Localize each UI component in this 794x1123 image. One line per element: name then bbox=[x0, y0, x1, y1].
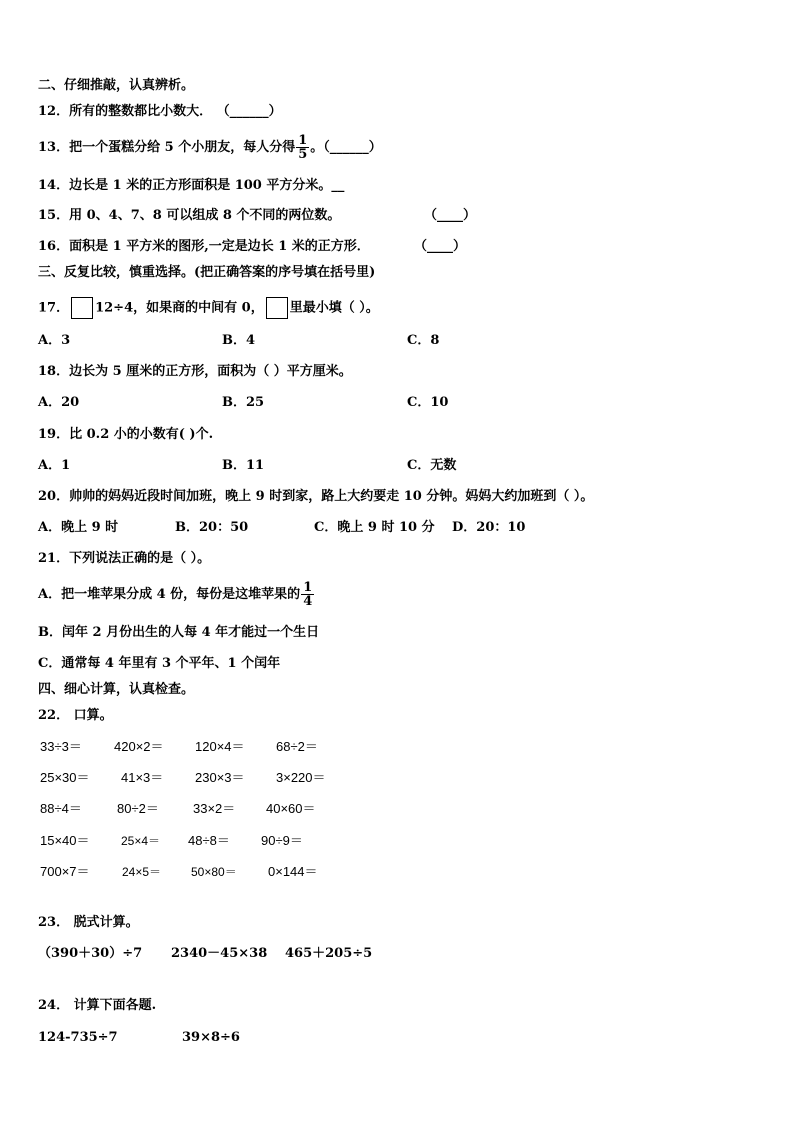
question-24: 24． 计算下面各题. bbox=[38, 998, 157, 1013]
mental-calc-item: 50×80＝ bbox=[191, 865, 237, 879]
fraction-numerator: 1 bbox=[298, 133, 308, 148]
mental-calc-item: 120×4＝ bbox=[195, 739, 245, 754]
question-23: 23． 脱式计算。 bbox=[38, 915, 139, 930]
question-14: 14．边长是 1 米的正方形面积是 100 平方分米。__ bbox=[38, 178, 345, 193]
mental-calc-item: 24×5＝ bbox=[122, 865, 162, 879]
option-19-c: C．无数 bbox=[407, 458, 457, 473]
calc-item: 124-735÷7 bbox=[38, 1030, 118, 1045]
option-21-a bbox=[38, 581, 315, 608]
question-13-text: 13．把一个蛋糕分给 5 个小朋友，每人分得 bbox=[38, 140, 296, 155]
mental-calc-item: 230×3＝ bbox=[195, 770, 245, 785]
option-17-b: B．4 bbox=[222, 333, 256, 348]
question-18: 18．边长为 5 厘米的正方形，面积为（ ）平方厘米。 bbox=[38, 364, 352, 379]
mental-calc-item: 48÷8＝ bbox=[188, 833, 230, 848]
question-15-blank: （____） bbox=[424, 208, 477, 223]
fraction-denominator: 4 bbox=[303, 594, 313, 609]
option-18-b: B．25 bbox=[222, 395, 265, 410]
question-19: 19．比 0.2 小的小数有( )个. bbox=[38, 427, 214, 442]
option-21-b: B．闰年 2 月份出生的人每 4 年才能过一个生日 bbox=[38, 625, 320, 640]
question-13-fraction bbox=[296, 134, 309, 161]
option-19-a: A．1 bbox=[38, 458, 71, 473]
section-3-heading: 三、反复比较，慎重选择。(把正确答案的序号填在括号里) bbox=[38, 265, 376, 280]
mental-calc-item: 3×220＝ bbox=[276, 770, 326, 785]
option-20-b: B．20：50 bbox=[175, 520, 249, 535]
mental-calc-item: 68÷2＝ bbox=[276, 739, 318, 754]
question-16: 16．面积是 1 平方米的图形,一定是边长 1 米的正方形． bbox=[38, 239, 370, 254]
question-15: 15．用 0、4、7、8 可以组成 8 个不同的两位数。 bbox=[38, 208, 341, 223]
question-17-tail: 里最小填（ ）。 bbox=[289, 300, 379, 316]
option-21-c: C．通常每 4 年里有 3 个平年、1 个闰年 bbox=[38, 656, 281, 671]
question-13-blank: 。（______） bbox=[310, 140, 382, 155]
mental-calc-item: 25×4＝ bbox=[121, 834, 161, 848]
mental-calc-item: 420×2＝ bbox=[114, 739, 164, 754]
option-17-c: C．8 bbox=[407, 333, 440, 348]
section-2-heading: 二、仔细推敲，认真辨析。 bbox=[38, 78, 195, 93]
fraction-denominator: 5 bbox=[298, 147, 308, 162]
stepwise-calc-item: （390＋30）÷7 bbox=[38, 946, 143, 961]
question-17-number: 17． bbox=[38, 300, 70, 316]
calc-item: 39×8÷6 bbox=[182, 1030, 240, 1045]
answer-box bbox=[266, 297, 288, 319]
mental-calc-item: 33×2＝ bbox=[193, 801, 236, 816]
question-20: 20．帅帅的妈妈近段时间加班，晚上 9 时到家，路上大约要走 10 分钟。妈妈大约加班到（ ）。 bbox=[38, 489, 594, 504]
option-21-a-text: A．把一堆苹果分成 4 份，每份是这堆苹果的 bbox=[38, 587, 301, 602]
fraction-numerator: 1 bbox=[303, 580, 313, 595]
mental-calc-item: 25×30＝ bbox=[40, 770, 90, 785]
mental-calc-item: 15×40＝ bbox=[40, 833, 90, 848]
option-17-a: A．3 bbox=[38, 333, 71, 348]
question-12: 12．所有的整数都比小数大． （______） bbox=[38, 104, 282, 119]
option-18-a: A．20 bbox=[38, 395, 80, 410]
question-22: 22． 口算。 bbox=[38, 708, 113, 723]
question-13 bbox=[38, 134, 382, 161]
option-21-a-fraction bbox=[301, 581, 314, 608]
section-4-heading: 四、细心计算，认真检查。 bbox=[38, 682, 195, 697]
mental-calc-item: 88÷4＝ bbox=[40, 801, 82, 816]
option-18-c: C．10 bbox=[407, 395, 449, 410]
mental-calc-item: 700×7＝ bbox=[40, 864, 90, 879]
stepwise-calc-item: 2340－45×38 bbox=[171, 946, 268, 961]
mental-calc-item: 0×144＝ bbox=[268, 864, 318, 879]
mental-calc-item: 80÷2＝ bbox=[117, 801, 159, 816]
mental-calc-item: 33÷3＝ bbox=[40, 739, 82, 754]
question-17 bbox=[38, 297, 379, 319]
mental-calc-item: 41×3＝ bbox=[121, 770, 164, 785]
option-20-d: D．20：10 bbox=[452, 520, 526, 535]
question-21: 21．下列说法正确的是（ ）。 bbox=[38, 551, 211, 566]
question-17-text: 12÷4，如果商的中间有 0， bbox=[95, 300, 264, 316]
option-19-b: B．11 bbox=[222, 458, 265, 473]
option-20-a: A．晚上 9 时 bbox=[38, 520, 119, 535]
answer-box bbox=[71, 297, 93, 319]
mental-calc-item: 40×60＝ bbox=[266, 801, 316, 816]
stepwise-calc-item: 465＋205÷5 bbox=[285, 946, 373, 961]
option-20-c: C．晚上 9 时 10 分 bbox=[314, 520, 435, 535]
mental-calc-item: 90÷9＝ bbox=[261, 833, 303, 848]
question-16-blank: （____） bbox=[414, 239, 467, 254]
